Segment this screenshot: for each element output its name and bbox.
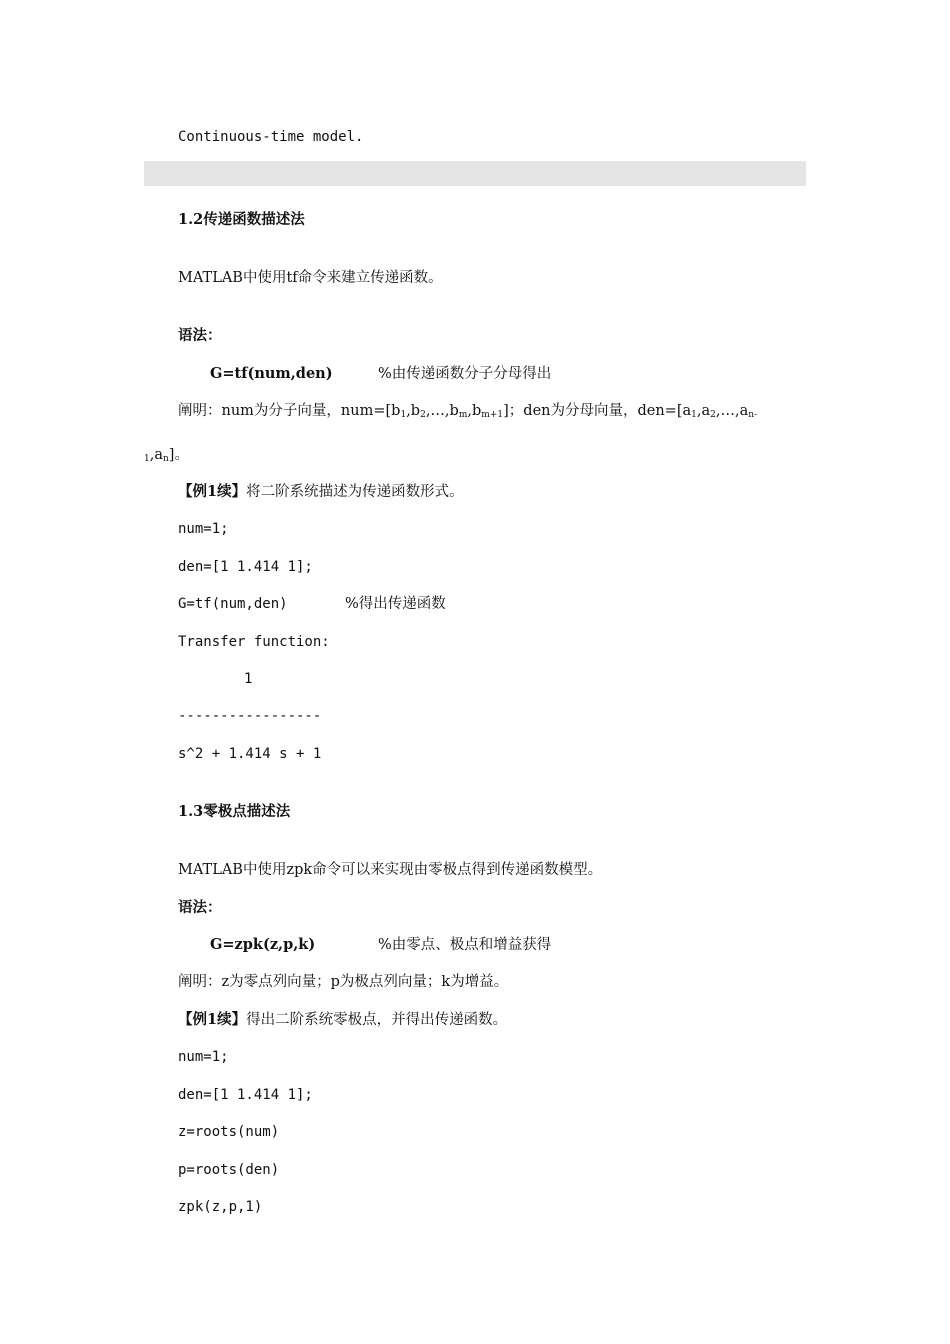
continuous-time-text: Continuous-time model. [178,129,364,145]
code-line: z=roots(num) [178,1124,280,1140]
tf-syntax-command: G=tf(num,den) [210,365,333,382]
code-comment-tf: %得出传递函数 [345,596,446,612]
code-line: p=roots(den) [178,1162,280,1178]
code-line: den=[1 1.414 1]; [178,1087,313,1103]
section-heading-1-2: 1.2传递函数描述法 [178,211,305,228]
code-line: den=[1 1.414 1]; [178,559,313,575]
syntax-label: 语法： [178,327,222,344]
code-line-tf: G=tf(num,den) [178,596,288,612]
tf-fraction-bar: ----------------- [178,708,322,724]
example-1-cont: 【例1续】将二阶系统描述为传递函数形式。 [178,483,464,500]
tf-denominator: s^2 + 1.414 s + 1 [178,746,322,762]
example-1-cont-zpk: 【例1续】得出二阶系统零极点，并得出传递函数。 [178,1011,508,1028]
code-block-divider [144,161,806,186]
zpk-syntax-comment: %由零点、极点和增益获得 [378,937,552,953]
tf-explanation-continued: $_1,a_n$]。 [144,447,189,464]
transfer-function-label: Transfer function: [178,634,330,650]
tf-intro: MATLAB中使用tf命令来建立传递函数。 [178,270,443,286]
syntax-label: 语法： [178,899,222,916]
code-line: num=1; [178,1049,229,1065]
zpk-syntax-command: G=zpk(z,p,k) [210,936,316,953]
tf-syntax-comment: %由传递函数分子分母得出 [378,366,552,382]
zpk-intro: MATLAB中使用zpk命令可以来实现由零极点得到传递函数模型。 [178,862,603,878]
code-line: num=1; [178,521,229,537]
tf-explanation: 阐明：num为分子向量，$num=[b_1,b_2,\dots,b_m,b_{m+1}]$；den为分母向量，$den=[a_1,a_2,\dots,a_{n-}$ [178,403,758,420]
tf-numerator: 1 [244,671,253,687]
section-heading-1-3: 1.3零极点描述法 [178,803,291,820]
zpk-explanation: 阐明：z为零点列向量；p为极点列向量；k为增益。 [178,974,509,990]
code-line: zpk(z,p,1) [178,1199,263,1215]
